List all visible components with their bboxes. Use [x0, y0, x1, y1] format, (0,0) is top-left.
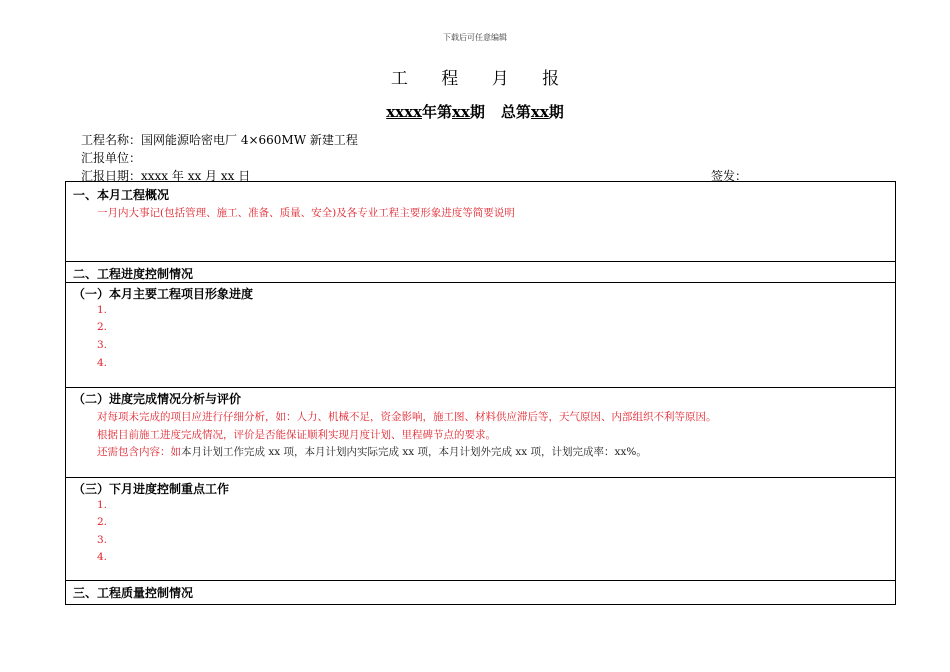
report-unit: 汇报单位：: [81, 151, 142, 165]
subsection-2-heading: （二）进度完成情况分析与评价: [73, 392, 242, 406]
signoff-label: 签发：: [711, 169, 748, 183]
divider: [66, 282, 895, 283]
section-3-heading: 三、工程质量控制情况: [73, 586, 194, 600]
year-value: xxxx: [386, 103, 422, 121]
subsection-1-heading: （一）本月主要工程项目形象进度: [73, 287, 254, 301]
analysis-line-3-lead: 还需包含内容：如: [97, 446, 181, 458]
list-item: 1.: [97, 499, 108, 511]
issue-value: xx: [451, 103, 470, 121]
list-item: 1.: [97, 304, 108, 316]
divider: [66, 261, 895, 262]
issue-suffix: 期: [469, 103, 485, 121]
report-period: [0, 101, 950, 122]
year-suffix: 年第: [421, 103, 452, 121]
list-item: 4.: [97, 551, 108, 563]
divider: [66, 387, 895, 388]
report-form: [65, 181, 896, 605]
list-item: 2.: [97, 321, 108, 333]
section-1-note: 一月内大事记(包括管理、施工、准备、质量、安全)及各专业工程主要形象进度等简要说明: [97, 207, 515, 219]
analysis-line-1: 对每项未完成的项目应进行仔细分析，如：人力、机械不足，资金影响，施工图、材料供应滞后等，天气原因、内部组织不利等原因。: [97, 411, 717, 423]
total-suffix: 期: [548, 103, 564, 121]
analysis-line-3: [97, 444, 647, 459]
total-value: xx: [530, 103, 549, 121]
list-item: 2.: [97, 516, 108, 528]
divider: [66, 477, 895, 478]
section-1-heading: 一、本月工程概况: [73, 188, 170, 202]
report-date: 汇报日期：xxxx 年 xx 月 xx 日: [81, 169, 251, 183]
analysis-line-2: 根据目前施工进度完成情况，评价是否能保证顺利实现月度计划、里程碑节点的要求。: [97, 429, 496, 441]
list-item: 3.: [97, 534, 108, 546]
analysis-line-3-body: 本月计划工作完成 xx 项，本月计划内实际完成 xx 项，本月计划外完成 xx 项，计划完成率：xx%。: [181, 446, 647, 458]
watermark-text: 下载后可任意编辑: [443, 33, 507, 42]
list-item: 4.: [97, 357, 108, 369]
project-name: 工程名称：国网能源哈密电厂 4×660MW 新建工程: [81, 133, 358, 147]
list-item: 3.: [97, 339, 108, 351]
divider: [66, 580, 895, 581]
subsection-3-heading: （三）下月进度控制重点工作: [73, 482, 230, 496]
report-title: 工 程 月 报: [390, 69, 574, 89]
total-prefix: 总第: [500, 103, 531, 121]
section-2-heading: 二、工程进度控制情况: [73, 267, 194, 281]
